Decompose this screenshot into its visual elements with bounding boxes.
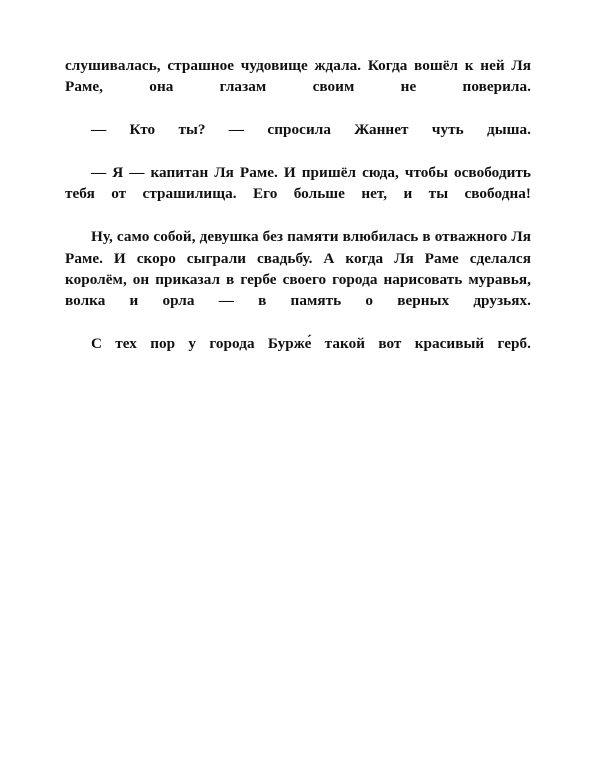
paragraph-5: С тех пор у города Бурже́ такой вот красивый герб. — [91, 335, 531, 353]
paragraph-2: — Кто ты? — спросила Жаннет чуть дыша. — [91, 121, 531, 139]
paragraph-4: Ну, само собой, девушка без памяти влюбилась в отважного Ля Раме. И скоро сыграли свадьбу. А когда Ля Раме сделался королём, он приказал в гербе своего города нарисовать муравья, волка и орла — в память о верных друзьях. — [65, 228, 531, 310]
paragraph-1: слушивалась, страшное чудовище ждала. Когда вошёл к ней Ля Раме, она глазам своим не поверила. — [65, 57, 531, 96]
paragraph-3: — Я — капитан Ля Раме. И пришёл сюда, чтобы освободить тебя от страшилища. Его больше нет, и ты свободна! — [65, 164, 531, 203]
body-text — [65, 55, 531, 376]
